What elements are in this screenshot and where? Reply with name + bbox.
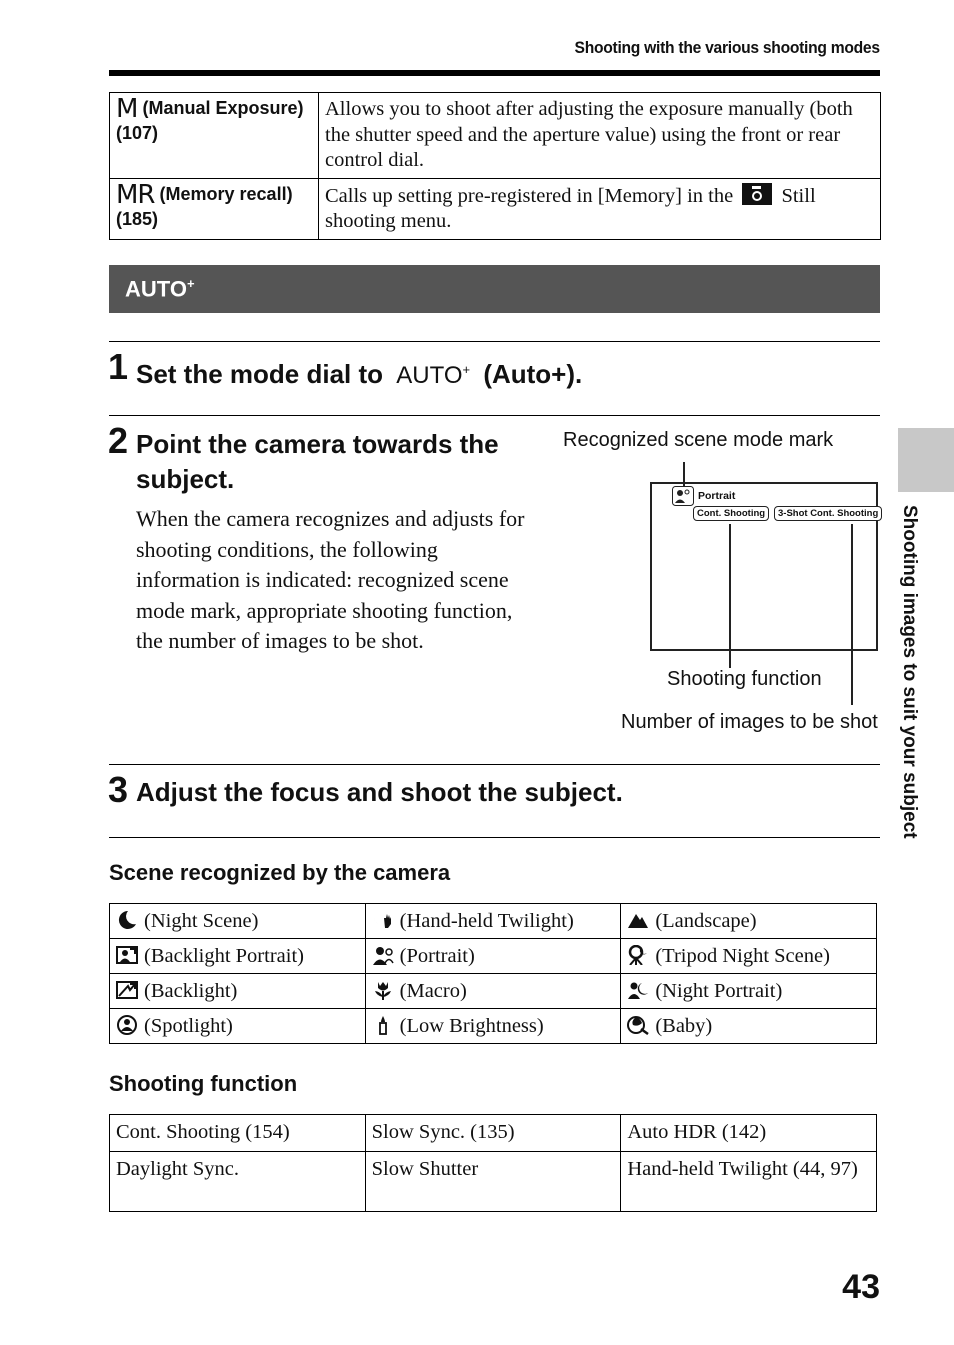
mode-name: (Memory recall) (185) — [116, 183, 293, 229]
function-cell: Auto HDR (142) — [621, 1115, 877, 1152]
section-title-sup: + — [186, 276, 195, 291]
callout-function: Shooting function — [667, 668, 822, 690]
table-row — [110, 93, 881, 179]
table-row — [110, 1009, 877, 1044]
description-text: Still shooting menu. — [325, 184, 816, 232]
scene-label: (Tripod Night Scene) — [655, 944, 830, 967]
function-cell: Cont. Shooting (154) — [110, 1115, 366, 1152]
function-table — [109, 1114, 877, 1212]
function-cell: Daylight Sync. — [110, 1152, 366, 1212]
running-header: Shooting with the various shooting modes — [574, 38, 880, 57]
backlight-icon — [116, 980, 138, 1000]
leader-line — [851, 524, 853, 705]
side-tab — [898, 428, 954, 492]
scene-label: (Macro) — [399, 979, 467, 1002]
table-row — [110, 939, 877, 974]
moon-icon — [116, 910, 138, 930]
header-rule — [109, 70, 880, 76]
step-text-before: Set the mode dial to — [136, 359, 384, 389]
function-section-title: Shooting function — [109, 1071, 298, 1096]
scene-label: (Night Portrait) — [655, 979, 783, 1002]
table-row — [110, 1152, 877, 1212]
divider — [109, 341, 880, 342]
backlight-portrait-icon — [116, 945, 138, 965]
camera-icon — [742, 183, 772, 205]
scene-cell — [365, 974, 621, 1009]
night-portrait-icon — [627, 980, 649, 1000]
divider — [109, 415, 880, 416]
scene-cell — [110, 904, 366, 939]
scene-table — [109, 903, 877, 1044]
baby-icon — [627, 1015, 649, 1035]
mode-description: Allows you to shoot after adjusting the exposure manually (both the shutter speed and the aperture value) using the front or rear control dial. — [319, 93, 881, 179]
section-title — [125, 276, 195, 302]
mode-name-cell — [110, 178, 319, 239]
tripod-night-icon — [627, 945, 649, 965]
section-bar — [109, 265, 880, 313]
table-row — [110, 178, 881, 239]
scene-cell — [621, 974, 877, 1009]
table-row — [110, 974, 877, 1009]
leader-line — [729, 524, 731, 668]
hand-moon-icon — [372, 910, 394, 930]
low-brightness-icon — [372, 1015, 394, 1035]
scene-cell — [621, 1009, 877, 1044]
side-tab-label — [896, 505, 920, 875]
auto-icon-sup: + — [462, 362, 471, 377]
memory-recall-icon: MR — [116, 179, 155, 210]
screen-images-tag: 3-Shot Cont. Shooting — [774, 506, 882, 521]
scene-label: (Night Scene) — [144, 909, 259, 932]
scene-label: (Backlight Portrait) — [144, 944, 304, 967]
step-number: 3 — [108, 769, 129, 810]
scene-cell — [621, 939, 877, 974]
scene-label: (Backlight) — [144, 979, 238, 1002]
portrait-icon — [372, 945, 394, 965]
description-text: Calls up setting pre-registered in [Memory] in the — [325, 184, 734, 207]
macro-tulip-icon — [372, 980, 394, 1000]
table-row — [110, 1115, 877, 1152]
mode-description — [319, 178, 881, 239]
step-body: When the camera recognizes and adjusts for shooting conditions, the following information is indicated: recognized scene mode mark, appropriate shooting function, the number of images to be shot. — [136, 506, 525, 653]
step-number: 1 — [108, 346, 129, 387]
scene-label: (Spotlight) — [144, 1014, 233, 1037]
screen-scene-label: Portrait — [698, 490, 736, 502]
side-tab-text: Shooting images to suit your subject — [899, 505, 920, 839]
scene-label: (Baby) — [655, 1014, 713, 1037]
mode-name-cell — [110, 93, 319, 179]
step-text: Point the camera towards the subject. — [136, 429, 499, 494]
spotlight-icon — [116, 1015, 138, 1035]
mode-table — [109, 92, 881, 240]
function-cell: Slow Sync. (135) — [365, 1115, 621, 1152]
camera-screen-diagram — [650, 482, 878, 651]
scene-label: (Hand-held Twilight) — [399, 909, 574, 932]
portrait-scene-icon — [672, 486, 694, 506]
scene-label: (Portrait) — [399, 944, 475, 967]
scene-cell — [110, 939, 366, 974]
scene-cell — [365, 939, 621, 974]
page-number: 43 — [842, 1268, 880, 1306]
section-title-text: AUTO — [125, 276, 187, 302]
table-row — [110, 904, 877, 939]
mode-name: (Manual Exposure) (107) — [116, 98, 304, 143]
scene-label: (Landscape) — [655, 909, 757, 932]
callout-scene-mark: Recognized scene mode mark — [563, 429, 834, 451]
divider — [109, 837, 880, 838]
scene-cell — [621, 904, 877, 939]
manual-exposure-icon: M — [116, 94, 138, 124]
step-number: 2 — [108, 420, 129, 461]
screen-function-tag: Cont. Shooting — [693, 506, 769, 521]
function-cell: Slow Shutter — [365, 1152, 621, 1212]
scene-cell — [365, 904, 621, 939]
step-text: Adjust the focus and shoot the subject. — [136, 777, 623, 807]
auto-icon-text: AUTO — [396, 362, 463, 389]
callout-images: Number of images to be shot — [621, 711, 878, 733]
scene-cell — [365, 1009, 621, 1044]
scene-cell — [110, 974, 366, 1009]
step-text-after: (Auto+). — [483, 359, 583, 389]
scene-cell — [110, 1009, 366, 1044]
step-text — [136, 352, 582, 393]
divider — [109, 764, 880, 765]
auto-plus-icon — [396, 362, 470, 389]
mountain-icon — [627, 910, 649, 930]
scene-section-title: Scene recognized by the camera — [109, 860, 451, 885]
function-cell: Hand-held Twilight (44, 97) — [621, 1152, 877, 1212]
scene-label: (Low Brightness) — [399, 1014, 544, 1037]
